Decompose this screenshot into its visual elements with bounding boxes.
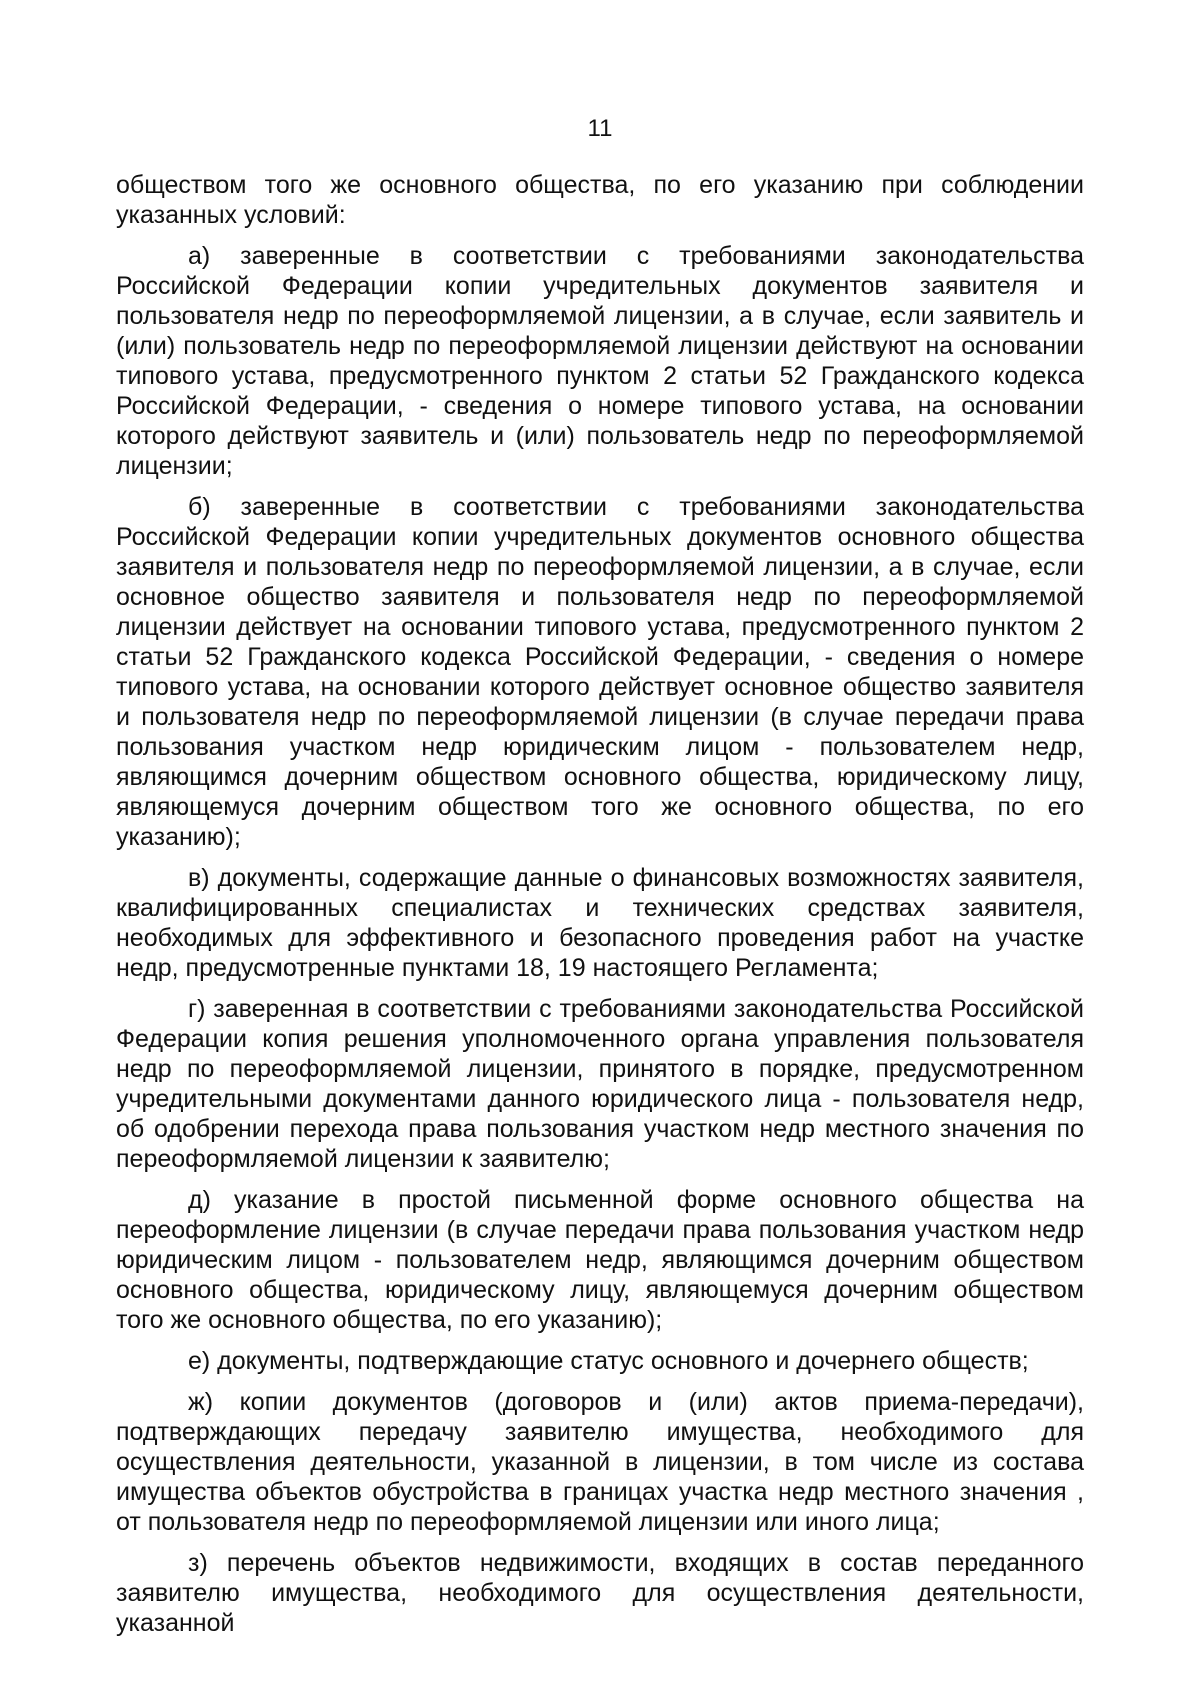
document-body (116, 170, 1084, 1638)
paragraph-item-zh: ж) копии документов (договоров и (или) актов приема-передачи), подтверждающих передачу заявителю имущества, необходимого для осуществления деятельности, указанной в лицензии, в том числе из состава имущества объектов обустройства в границах участка недр местного значения , от пользователя недр по переоформляемой лицензии или иного лица; (116, 1388, 1084, 1536)
paragraph-item-e: е) документы, подтверждающие статус основного и дочернего обществ; (188, 1347, 1029, 1375)
paragraph-item-a: а) заверенные в соответствии с требованиями законодательства Российской Федерации копии учредительных документов заявителя и пользователя недр по переоформляемой лицензии, а в случае, если заявитель и (или) пользователь недр по переоформляемой лицензии действуют на основании типового устава, предусмотренного пунктом 2 статьи 52 Гражданского кодекса Российской Федерации, - сведения о номере типового устава, на основании которого действуют заявитель и (или) пользователь недр по переоформляемой лицензии; (116, 242, 1084, 480)
paragraph-item-g: г) заверенная в соответствии с требованиями законодательства Российской Федерации копия решения уполномоченного органа управления пользователя недр по переоформляемой лицензии, принятого в порядке, предусмотренном учредительными документами данного юридического лица - пользователя недр, об одобрении перехода права пользования участком недр местного значения по переоформляемой лицензии к заявителю; (116, 995, 1084, 1173)
paragraph-item-d: д) указание в простой письменной форме основного общества на переоформление лицензии (в случае передачи права пользования участком недр юридическим лицом - пользователем недр, являющимся дочерним обществом основного общества, юридическому лицу, являющемуся дочерним обществом того же основного общества, по его указанию); (116, 1186, 1084, 1334)
paragraph-item-z: з) перечень объектов недвижимости, входящих в состав переданного заявителю имущества, необходимого для осуществления деятельности, указанной (116, 1549, 1084, 1637)
page-number: 11 (587, 115, 613, 142)
paragraph-continuation: обществом того же основного общества, по его указанию при соблюдении указанных условий: (116, 171, 1084, 229)
paragraph-item-v: в) документы, содержащие данные о финансовых возможностях заявителя, квалифицированных специалистах и технических средствах заявителя, необходимых для эффективного и безопасного проведения работ на участке недр, предусмотренные пунктами 18, 19 настоящего Регламента; (116, 864, 1084, 982)
paragraph-item-b: б) заверенные в соответствии с требованиями законодательства Российской Федерации копии учредительных документов основного общества заявителя и пользователя недр по переоформляемой лицензии, а в случае, если основное общество заявителя и пользователя недр по переоформляемой лицензии действует на основании типового устава, предусмотренного пунктом 2 статьи 52 Гражданского кодекса Российской Федерации, - сведения о номере типового устава, на основании которого действует основное общество заявителя и пользователя недр по переоформляемой лицензии (в случае передачи права пользования участком недр юридическим лицом - пользователем недр, являющимся дочерним обществом основного общества, юридическому лицу, являющемуся дочерним обществом того же основного общества, по его указанию); (116, 493, 1084, 851)
